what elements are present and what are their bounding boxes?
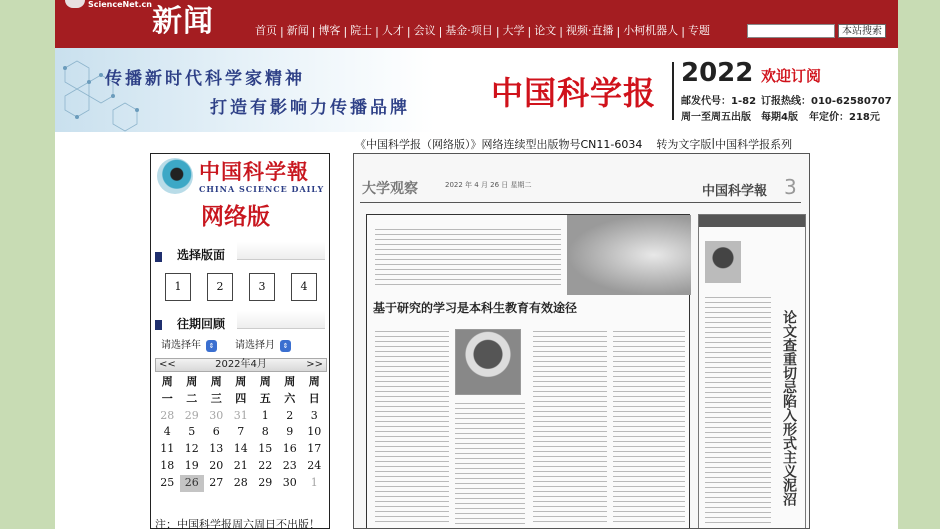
calendar-day[interactable]: 28 <box>160 408 175 422</box>
series-link[interactable]: 中国科学报系列 <box>715 138 793 151</box>
banner-postal-code: 邮发代号：1-82 <box>681 96 757 107</box>
banner-slogan-line1: 传播新时代科学家精神 <box>105 69 305 89</box>
nav-separator: | <box>280 24 284 38</box>
info-line <box>355 136 792 152</box>
side-column-header <box>699 215 805 227</box>
calendar-day[interactable]: 5 <box>188 425 196 439</box>
page-button-2[interactable]: 2 <box>207 273 233 301</box>
calendar-day[interactable]: 19 <box>184 458 199 472</box>
calendar-day[interactable]: 6 <box>212 425 220 439</box>
network-pattern-icon <box>55 48 185 132</box>
side-column-photo <box>705 241 741 283</box>
banner-pages: 每期4版 <box>761 112 798 123</box>
calendar-day[interactable]: 14 <box>233 442 248 456</box>
nav-separator: | <box>406 24 411 38</box>
month-select-value: 请选择月 <box>235 340 275 351</box>
page-button-3[interactable]: 3 <box>249 273 275 301</box>
calendar-day[interactable]: 16 <box>282 442 297 456</box>
calendar-day[interactable]: 23 <box>282 458 297 472</box>
calendar-day[interactable]: 29 <box>184 408 199 422</box>
panel-brand: 中国科学報 <box>199 159 309 184</box>
calendar-day[interactable]: 12 <box>184 442 199 456</box>
search-button[interactable]: 本站搜索 <box>838 24 886 38</box>
panel-brand-english: CHINA SCIENCE DAILY <box>199 184 325 194</box>
nav-item[interactable]: 人才 <box>381 24 404 37</box>
calendar-day[interactable]: 18 <box>160 458 175 472</box>
calendar-weekday-prefix: 周 <box>186 375 198 388</box>
calendar-day[interactable]: 11 <box>160 442 175 456</box>
subscription-banner[interactable] <box>55 48 898 132</box>
nav-separator: | <box>495 24 500 38</box>
article-photo <box>567 215 691 295</box>
nav-separator: | <box>375 24 379 38</box>
paper-brand: 中国科学報 <box>702 184 768 199</box>
paper-logo-icon <box>157 158 193 194</box>
calendar-day[interactable]: 9 <box>286 425 294 439</box>
search-input[interactable] <box>747 24 835 38</box>
calendar-header <box>155 358 327 372</box>
nav-separator: | <box>527 24 532 38</box>
calendar-day[interactable]: 31 <box>233 408 248 422</box>
nav-separator: | <box>343 24 348 38</box>
select-arrow-icon: ⇕ <box>280 340 291 352</box>
section-marker-icon <box>155 320 162 330</box>
calendar-prev-button[interactable]: << <box>159 359 176 370</box>
banner-year: 2022 <box>681 58 754 88</box>
article-text-block <box>455 401 525 525</box>
article-text-block <box>375 227 561 289</box>
banner-hotline: 订报热线：010-62580707 <box>761 96 892 107</box>
calendar-day[interactable]: 21 <box>233 458 248 472</box>
calendar-note: 注：中国科学报周六周日不出版！ <box>155 518 320 529</box>
article-text-block <box>375 329 449 525</box>
nav-item[interactable]: 新闻 <box>286 24 309 37</box>
paper-date: 2022 年 4 月 26 日 星期二 <box>445 181 532 189</box>
calendar-next-button[interactable]: >> <box>306 359 323 370</box>
calendar-day[interactable]: 2 <box>286 408 294 422</box>
calendar-day[interactable]: 1 <box>261 408 269 422</box>
banner-divider <box>672 62 674 120</box>
nav-item[interactable]: 论文 <box>534 24 557 37</box>
calendar-weekday-prefix: 周 <box>308 375 320 388</box>
nav-item[interactable]: 小柯机器人 <box>623 24 679 37</box>
calendar-weekday-prefix: 周 <box>284 375 296 388</box>
site-logo-text[interactable]: ScienceNet.cn <box>88 0 152 9</box>
calendar-day[interactable]: 24 <box>307 458 322 472</box>
nav-item[interactable]: 视频·直播 <box>565 24 614 37</box>
calendar-weekday-prefix: 周 <box>259 375 271 388</box>
calendar-weekday-name: 五 <box>259 391 271 405</box>
page-button-1[interactable]: 1 <box>165 273 191 301</box>
calendar-weekday-prefix: 周 <box>210 375 222 388</box>
calendar-weekday-name: 日 <box>308 391 320 405</box>
article-text-block <box>705 295 771 525</box>
calendar-weekday-name: 二 <box>186 391 198 405</box>
banner-schedule: 周一至周五出版 <box>681 112 751 123</box>
site-header <box>55 0 898 48</box>
article-text-block <box>613 329 685 525</box>
calendar-day[interactable]: 4 <box>163 425 171 439</box>
paper-section-title: 大学观察 <box>362 181 418 197</box>
banner-brand: 中国科学报 <box>491 74 657 112</box>
license-text: 《中国科学报（网络版）》网络连续型出版物号CN11-6034 <box>355 138 643 151</box>
nav-separator: | <box>311 24 316 38</box>
calendar-day[interactable]: 22 <box>258 458 273 472</box>
section-title: 新闻 <box>152 4 214 39</box>
calendar-day[interactable]: 10 <box>307 425 322 439</box>
newspaper-page-preview[interactable] <box>353 153 810 529</box>
calendar-day[interactable]: 15 <box>258 442 273 456</box>
nav-separator: | <box>681 24 685 38</box>
calendar-day[interactable]: 3 <box>310 408 318 422</box>
banner-slogan-line2: 打造有影响力传播品牌 <box>210 98 410 118</box>
month-select[interactable] <box>235 339 291 353</box>
banner-welcome: 欢迎订阅 <box>761 67 822 85</box>
nav-item[interactable]: 院士 <box>350 24 373 37</box>
nav-item[interactable]: 会议 <box>413 24 436 37</box>
online-edition-label: 网络版 <box>201 204 270 230</box>
calendar-day[interactable]: 17 <box>307 442 322 456</box>
calendar-day[interactable]: 13 <box>209 442 224 456</box>
nav-item[interactable]: 首页 <box>255 24 277 37</box>
calendar-day[interactable]: 8 <box>261 425 269 439</box>
section-divider <box>237 242 325 260</box>
calendar-weekday-name: 一 <box>161 391 173 405</box>
article-portrait <box>455 329 521 395</box>
calendar-day[interactable]: 27 <box>209 475 224 489</box>
section-marker-icon <box>155 252 162 262</box>
calendar-day[interactable]: 1 <box>310 475 318 489</box>
calendar-title: 2022年4月 <box>215 359 267 370</box>
page-container <box>55 0 898 529</box>
calendar-day[interactable]: 30 <box>209 408 224 422</box>
calendar-day[interactable]: 7 <box>237 425 245 439</box>
calendar-weekday-prefix: 周 <box>235 375 247 388</box>
calendar-weekday-prefix: 周 <box>161 375 173 388</box>
calendar-day[interactable]: 28 <box>233 475 248 489</box>
archive-title: 往期回顾 <box>177 317 226 331</box>
paper-side-column[interactable] <box>698 214 806 529</box>
calendar-day[interactable]: 30 <box>282 475 297 489</box>
page-button-4[interactable]: 4 <box>291 273 317 301</box>
select-arrow-icon: ⇕ <box>206 340 217 352</box>
nav-separator: | <box>559 24 563 38</box>
nav-item[interactable]: 专题 <box>687 24 710 37</box>
calendar-weekday-name: 三 <box>210 391 222 405</box>
left-panel <box>150 153 330 529</box>
nav-separator: | <box>616 24 621 38</box>
calendar-weekday-name: 四 <box>235 391 247 405</box>
text-version-link[interactable]: 转为文字版 <box>656 138 712 151</box>
paper-main-article[interactable] <box>366 214 690 529</box>
select-page-title: 选择版面 <box>177 248 226 262</box>
main-nav <box>255 22 710 40</box>
paper-divider <box>360 202 801 203</box>
side-column-title: 论文查重切忌陷入形式主义泥沼 <box>781 310 797 506</box>
section-divider <box>237 311 325 329</box>
nav-item[interactable]: 博客 <box>318 24 341 37</box>
calendar-day[interactable]: 20 <box>209 458 224 472</box>
calendar-weekday-name: 六 <box>284 391 296 405</box>
year-select[interactable] <box>161 339 217 353</box>
calendar-day[interactable]: 26 <box>180 475 205 492</box>
site-logo-icon[interactable] <box>65 0 85 8</box>
calendar-day[interactable]: 29 <box>258 475 273 489</box>
banner-price: 年定价：218元 <box>809 112 880 123</box>
article-headline: 基于研究的学习是本科生教育有效途径 <box>373 301 578 315</box>
calendar-grid <box>155 374 327 492</box>
nav-item[interactable]: 基金·项目 <box>445 24 493 37</box>
article-text-block <box>533 329 607 525</box>
nav-separator: | <box>438 24 443 38</box>
paper-page-number: 3 <box>784 175 797 199</box>
info-separator: | <box>711 136 716 149</box>
year-select-value: 请选择年 <box>161 340 201 351</box>
calendar-day[interactable]: 25 <box>160 475 175 489</box>
nav-item[interactable]: 大学 <box>502 24 525 37</box>
